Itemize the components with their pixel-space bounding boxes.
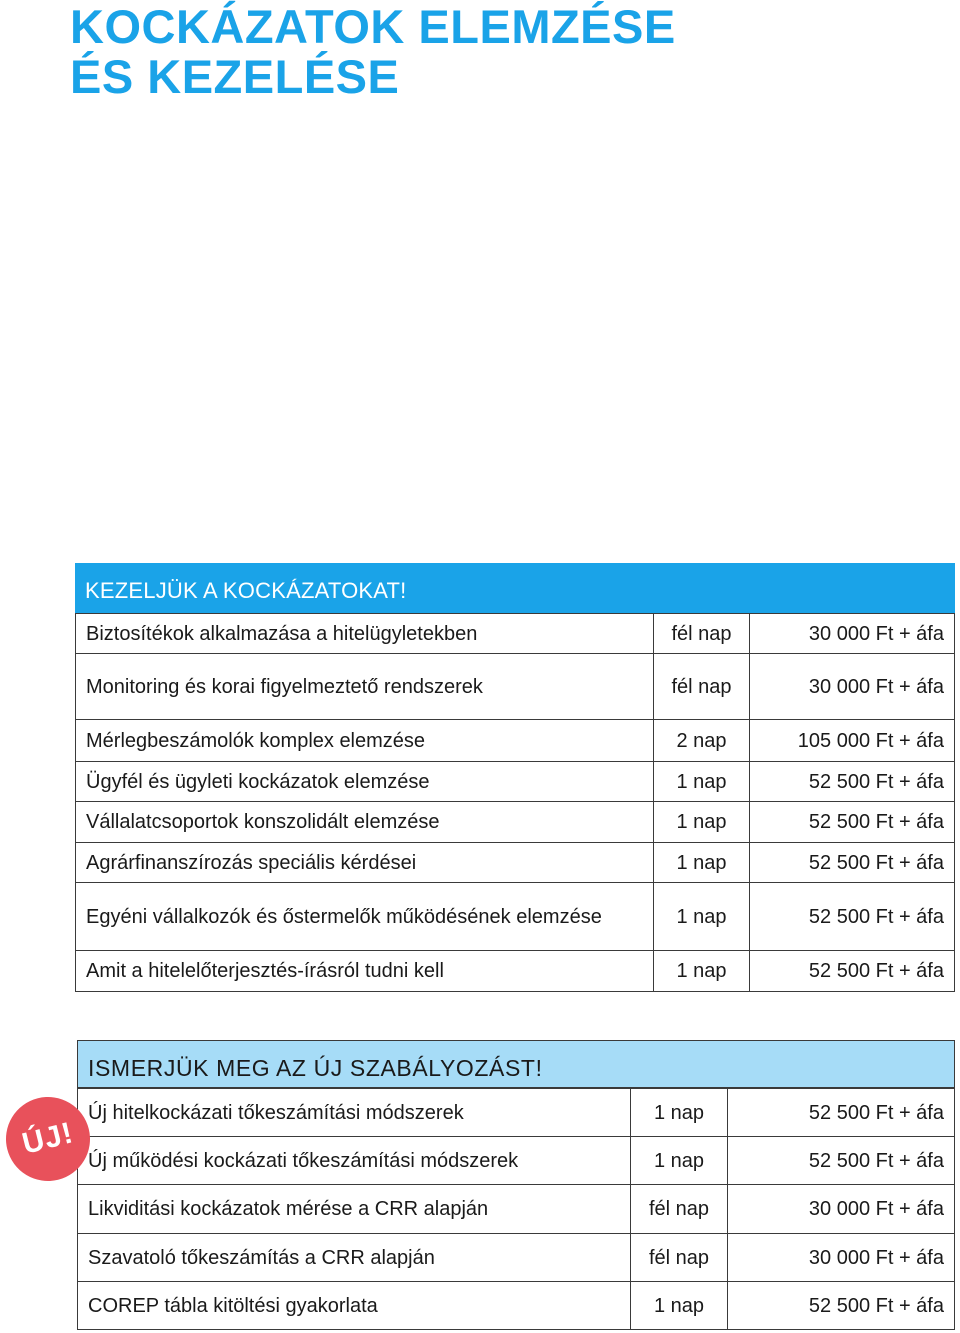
table-row: [78, 1089, 955, 1137]
course-title: COREP tábla kitöltési gyakorlata: [78, 1282, 631, 1330]
course-price: 52 500 Ft + áfa: [750, 802, 955, 843]
risk-management-section: [75, 563, 955, 992]
table-row: [78, 1137, 955, 1185]
page-title: [70, 2, 676, 102]
course-title: Likviditási kockázatok mérése a CRR alapján: [78, 1185, 631, 1234]
course-duration: 1 nap: [654, 951, 750, 992]
new-regulation-section: [77, 1040, 955, 1330]
course-title: Ügyfél és ügyleti kockázatok elemzése: [76, 762, 654, 802]
course-price: 30 000 Ft + áfa: [728, 1234, 955, 1282]
course-price: 30 000 Ft + áfa: [750, 614, 955, 654]
course-price: 52 500 Ft + áfa: [750, 883, 955, 951]
course-title: Új hitelkockázati tőkeszámítási módszerek: [78, 1089, 631, 1137]
course-title: Agrárfinanszírozás speciális kérdései: [76, 843, 654, 883]
course-title: Mérlegbeszámolók komplex elemzése: [76, 720, 654, 762]
course-title: Új működési kockázati tőkeszámítási módszerek: [78, 1137, 631, 1185]
table-row: [76, 614, 955, 654]
course-duration: 1 nap: [631, 1282, 728, 1330]
course-duration: 1 nap: [654, 883, 750, 951]
course-duration: fél nap: [631, 1185, 728, 1234]
table-row: [76, 802, 955, 843]
new-badge: ÚJ!: [0, 1088, 99, 1190]
page-title-line2: ÉS KEZELÉSE: [70, 50, 400, 103]
page-title-line1: KOCKÁZATOK ELEMZÉSE: [70, 0, 676, 53]
course-duration: 2 nap: [654, 720, 750, 762]
course-duration: fél nap: [654, 654, 750, 720]
table-row: [76, 654, 955, 720]
course-price: 52 500 Ft + áfa: [750, 951, 955, 992]
course-table: [77, 1088, 955, 1330]
table-row: [78, 1282, 955, 1330]
course-title: Szavatoló tőkeszámítás a CRR alapján: [78, 1234, 631, 1282]
course-price: 52 500 Ft + áfa: [728, 1137, 955, 1185]
course-price: 52 500 Ft + áfa: [750, 762, 955, 802]
table-row: [76, 843, 955, 883]
section-header: ISMERJÜK MEG AZ ÚJ SZABÁLYOZÁST!: [77, 1040, 955, 1088]
course-title: Amit a hitelelőterjesztés-írásról tudni kell: [76, 951, 654, 992]
course-price: 52 500 Ft + áfa: [728, 1089, 955, 1137]
course-duration: 1 nap: [631, 1137, 728, 1185]
course-duration: 1 nap: [654, 802, 750, 843]
course-title: Biztosítékok alkalmazása a hitelügyletekben: [76, 614, 654, 654]
course-title: Vállalatcsoportok konszolidált elemzése: [76, 802, 654, 843]
course-duration: 1 nap: [654, 843, 750, 883]
course-title: Monitoring és korai figyelmeztető rendszerek: [76, 654, 654, 720]
section-header: KEZELJÜK A KOCKÁZATOKAT!: [75, 563, 955, 613]
course-duration: 1 nap: [631, 1089, 728, 1137]
course-price: 52 500 Ft + áfa: [728, 1282, 955, 1330]
table-row: [76, 883, 955, 951]
course-duration: fél nap: [654, 614, 750, 654]
course-price: 30 000 Ft + áfa: [750, 654, 955, 720]
table-row: [78, 1185, 955, 1234]
course-duration: fél nap: [631, 1234, 728, 1282]
table-row: [78, 1234, 955, 1282]
course-price: 52 500 Ft + áfa: [750, 843, 955, 883]
table-row: [76, 762, 955, 802]
course-price: 105 000 Ft + áfa: [750, 720, 955, 762]
course-duration: 1 nap: [654, 762, 750, 802]
table-row: [76, 951, 955, 992]
course-title: Egyéni vállalkozók és őstermelők működésének elemzése: [76, 883, 654, 951]
table-row: [76, 720, 955, 762]
course-table: [75, 613, 955, 992]
course-price: 30 000 Ft + áfa: [728, 1185, 955, 1234]
